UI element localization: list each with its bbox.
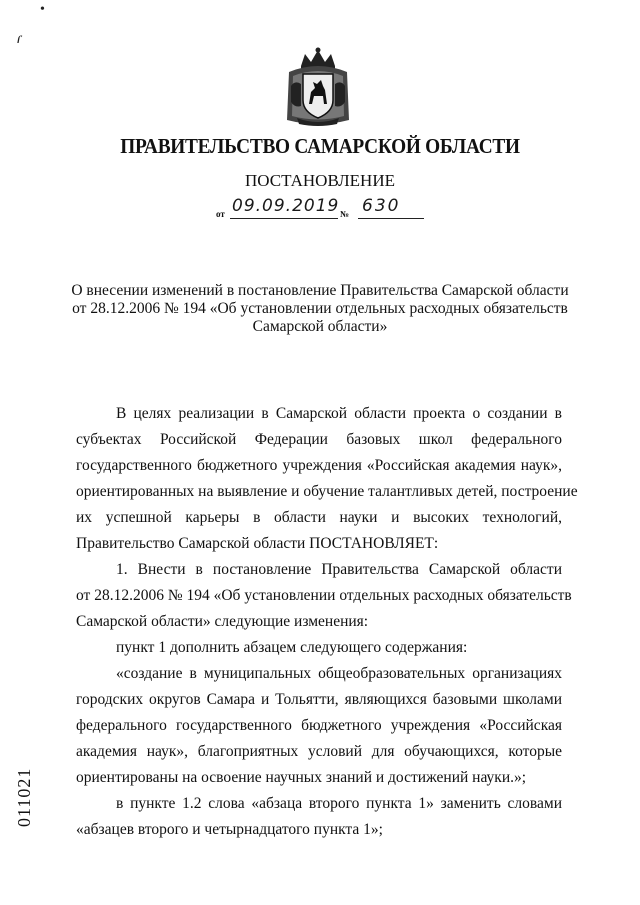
- document-body: [76, 401, 578, 843]
- body-text-line: ориентированных на выявление и обучение талантливых детей, построение: [76, 483, 578, 500]
- stray-dot-mark: •: [40, 2, 45, 17]
- date-prefix-label: от: [216, 209, 225, 219]
- body-text-line: федерального государственного бюджетного учреждения «Российская: [76, 717, 562, 734]
- number-prefix-label: №: [340, 209, 350, 219]
- date-underline: [230, 218, 338, 219]
- handwritten-number: 630: [362, 196, 401, 216]
- body-text-line: городских округов Самара и Тольятти, являющихся базовыми школами: [76, 691, 562, 708]
- body-text-line: государственного бюджетного учреждения «Российская академия наук»,: [76, 457, 562, 474]
- body-text-line: субъектах Российской Федерации базовых школ федерального: [76, 431, 562, 448]
- number-underline: [358, 218, 424, 219]
- subject-line: О внесении изменений в постановление Правительства Самарской области: [71, 282, 569, 299]
- body-text-line: в пункте 1.2 слова «абзаца второго пункта 1» заменить словами: [116, 795, 562, 812]
- body-text-line: академия наук», благоприятных условий для обучающихся, которые: [76, 743, 562, 760]
- body-text-line: ориентированы на освоение научных знаний и достижений науки.»;: [76, 769, 527, 786]
- body-text-line: Самарской области» следующие изменения:: [76, 613, 369, 630]
- samara-coat-of-arms-icon: [283, 46, 353, 128]
- document-subject: [60, 282, 580, 336]
- subject-line: Самарской области»: [252, 318, 388, 335]
- date-number-line: [212, 196, 432, 222]
- body-text-line: 1. Внести в постановление Правительства Самарской области: [116, 561, 562, 578]
- body-text-line: их успешной карьеры в области науки и высоких технологий,: [76, 509, 562, 526]
- organization-title: ПРАВИТЕЛЬСТВО САМАРСКОЙ ОБЛАСТИ: [120, 134, 520, 158]
- handwritten-date: 09.09.2019: [232, 196, 340, 216]
- body-text-line: «абзацев второго и четырнадцатого пункта 1»;: [76, 821, 383, 838]
- document-type: ПОСТАНОВЛЕНИЕ: [244, 171, 395, 190]
- subject-line: от 28.12.2006 № 194 «Об установлении отдельных расходных обязательств: [72, 300, 568, 317]
- body-text-line: от 28.12.2006 № 194 «Об установлении отдельных расходных обязательств: [76, 587, 572, 604]
- body-text-line: В целях реализации в Самарской области проекта о создании в: [116, 405, 562, 422]
- body-text-line: «создание в муниципальных общеобразовательных организациях: [116, 665, 562, 682]
- handwritten-tick-mark: ɾ: [16, 30, 22, 47]
- body-text-line: Правительство Самарской области ПОСТАНОВЛЯЕТ:: [76, 535, 439, 552]
- body-text-line: пункт 1 дополнить абзацем следующего содержания:: [116, 639, 468, 656]
- document-serial-number: 011021: [14, 767, 34, 827]
